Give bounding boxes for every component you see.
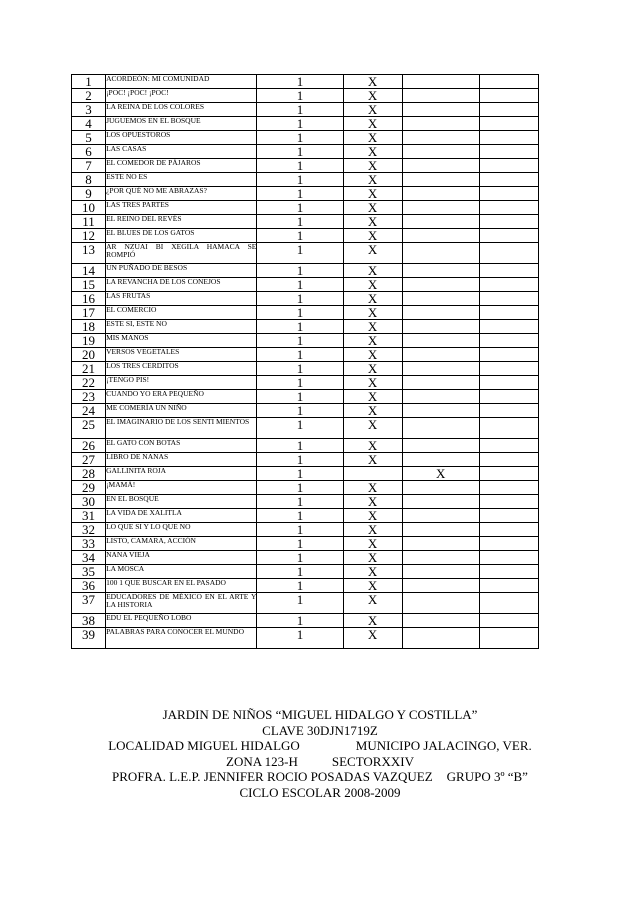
check-column-1: X	[343, 187, 402, 201]
row-number: 31	[72, 509, 106, 523]
check-column-3	[479, 362, 538, 376]
check-column-1: X	[343, 306, 402, 320]
check-column-2	[402, 439, 479, 453]
book-title: ¿POR QUÉ NO ME ABRAZAS?	[106, 187, 257, 201]
check-column-2	[402, 117, 479, 131]
check-column-1: X	[343, 229, 402, 243]
quantity: 1	[257, 243, 343, 264]
check-column-3	[479, 306, 538, 320]
check-column-1: X	[343, 264, 402, 278]
check-column-1: X	[343, 243, 402, 264]
check-column-3	[479, 75, 538, 89]
book-title: LA REVANCHA DE LOS CONEJOS	[106, 278, 257, 292]
check-column-1: X	[343, 145, 402, 159]
book-title: EL COMERCIO	[106, 306, 257, 320]
book-title: AR NZUAI BI XEGILA HAMACA SE ROMPIÓ	[106, 243, 257, 264]
quantity: 1	[257, 334, 343, 348]
check-column-2	[402, 103, 479, 117]
quantity: 1	[257, 159, 343, 173]
row-number: 19	[72, 334, 106, 348]
check-column-2	[402, 131, 479, 145]
check-column-2	[402, 264, 479, 278]
book-title: EDUCADORES DE MÉXICO EN EL ARTE Y LA HISTORIA	[106, 593, 257, 614]
check-column-2	[402, 145, 479, 159]
row-number: 2	[72, 89, 106, 103]
book-title: ESTE NO ES	[106, 173, 257, 187]
book-title: GALLINITA ROJA	[106, 467, 257, 481]
check-column-1: X	[343, 173, 402, 187]
book-title: EN EL BOSQUE	[106, 495, 257, 509]
check-column-3	[479, 551, 538, 565]
quantity: 1	[257, 229, 343, 243]
check-column-3	[479, 187, 538, 201]
book-title: ME COMERÍA UN NIÑO	[106, 404, 257, 418]
row-number: 12	[72, 229, 106, 243]
row-number: 15	[72, 278, 106, 292]
check-column-2	[402, 278, 479, 292]
book-title: 100 1 QUE BUSCAR EN EL PASADO	[106, 579, 257, 593]
quantity: 1	[257, 593, 343, 614]
check-column-1: X	[343, 565, 402, 579]
check-column-3	[479, 89, 538, 103]
check-column-3	[479, 418, 538, 439]
table-row	[72, 131, 539, 145]
check-column-1: X	[343, 453, 402, 467]
quantity: 1	[257, 628, 343, 649]
table-row	[72, 173, 539, 187]
table-row	[72, 243, 539, 264]
row-number: 6	[72, 145, 106, 159]
book-title: VERSOS VEGETALES	[106, 348, 257, 362]
table-row	[72, 509, 539, 523]
check-column-2	[402, 551, 479, 565]
quantity: 1	[257, 75, 343, 89]
book-title: LAS FRUTAS	[106, 292, 257, 306]
check-column-3	[479, 103, 538, 117]
check-column-1: X	[343, 215, 402, 229]
check-column-1: X	[343, 439, 402, 453]
table-row	[72, 418, 539, 439]
table-row	[72, 215, 539, 229]
check-column-3	[479, 523, 538, 537]
quantity: 1	[257, 173, 343, 187]
check-column-1: X	[343, 481, 402, 495]
check-column-1: X	[343, 628, 402, 649]
check-column-3	[479, 537, 538, 551]
book-title: LO QUE SI Y LO QUE NO	[106, 523, 257, 537]
table-row	[72, 117, 539, 131]
check-column-3	[479, 495, 538, 509]
book-title: LISTO, CAMARA, ACCIÓN	[106, 537, 257, 551]
zone-line	[70, 754, 570, 770]
check-column-3	[479, 159, 538, 173]
check-column-3	[479, 173, 538, 187]
book-title: ¡MAMÁ!	[106, 481, 257, 495]
check-column-2	[402, 306, 479, 320]
check-column-2	[402, 292, 479, 306]
check-column-3	[479, 390, 538, 404]
check-column-2	[402, 201, 479, 215]
table-row	[72, 593, 539, 614]
row-number: 5	[72, 131, 106, 145]
location-line	[70, 738, 570, 754]
check-column-2	[402, 579, 479, 593]
row-number: 7	[72, 159, 106, 173]
row-number: 17	[72, 306, 106, 320]
book-title: EL COMEDOR DE PÁJAROS	[106, 159, 257, 173]
book-title: ACORDEÓN: MI COMUNIDAD	[106, 75, 257, 89]
quantity: 1	[257, 117, 343, 131]
check-column-2	[402, 481, 479, 495]
check-column-1: X	[343, 117, 402, 131]
book-title: LIBRO DE NANAS	[106, 453, 257, 467]
row-number: 25	[72, 418, 106, 439]
check-column-1: X	[343, 418, 402, 439]
check-column-1: X	[343, 495, 402, 509]
book-title: LA VIDA DE XALITLA	[106, 509, 257, 523]
table-row	[72, 348, 539, 362]
quantity: 1	[257, 187, 343, 201]
table-row	[72, 439, 539, 453]
table-row	[72, 334, 539, 348]
check-column-3	[479, 334, 538, 348]
check-column-3	[479, 145, 538, 159]
book-title: NANA VIEJA	[106, 551, 257, 565]
quantity: 1	[257, 481, 343, 495]
table-row	[72, 453, 539, 467]
row-number: 16	[72, 292, 106, 306]
check-column-1: X	[343, 390, 402, 404]
quantity: 1	[257, 453, 343, 467]
check-column-1	[343, 467, 402, 481]
check-column-2	[402, 229, 479, 243]
table-row	[72, 565, 539, 579]
check-column-3	[479, 264, 538, 278]
table-row	[72, 495, 539, 509]
check-column-1: X	[343, 159, 402, 173]
table-row	[72, 376, 539, 390]
table-row	[72, 628, 539, 649]
check-column-1: X	[343, 292, 402, 306]
check-column-2	[402, 390, 479, 404]
check-column-1: X	[343, 593, 402, 614]
quantity: 1	[257, 418, 343, 439]
row-number: 1	[72, 75, 106, 89]
row-number: 38	[72, 614, 106, 628]
check-column-2	[402, 320, 479, 334]
book-title: LOS OPUESTOROS	[106, 131, 257, 145]
row-number: 29	[72, 481, 106, 495]
row-number: 26	[72, 439, 106, 453]
check-column-3	[479, 509, 538, 523]
table-row	[72, 614, 539, 628]
quantity: 1	[257, 495, 343, 509]
book-title: ¡POC! ¡POC! ¡POC!	[106, 89, 257, 103]
check-column-2	[402, 593, 479, 614]
check-column-2	[402, 509, 479, 523]
book-title: EL REINO DEL REVÉS	[106, 215, 257, 229]
check-column-3	[479, 481, 538, 495]
check-column-2	[402, 334, 479, 348]
group: GRUPO 3º “B”	[446, 769, 528, 784]
quantity: 1	[257, 215, 343, 229]
book-title: LAS CASAS	[106, 145, 257, 159]
book-title: LA REINA DE LOS COLORES	[106, 103, 257, 117]
check-column-3	[479, 404, 538, 418]
table-row	[72, 145, 539, 159]
row-number: 13	[72, 243, 106, 264]
row-number: 36	[72, 579, 106, 593]
quantity: 1	[257, 523, 343, 537]
check-column-3	[479, 292, 538, 306]
check-column-2	[402, 348, 479, 362]
check-column-1: X	[343, 509, 402, 523]
zone: ZONA 123-H	[226, 753, 298, 769]
row-number: 33	[72, 537, 106, 551]
check-column-2: X	[402, 467, 479, 481]
school-code: CLAVE 30DJN1719Z	[262, 722, 378, 738]
check-column-2	[402, 89, 479, 103]
check-column-1: X	[343, 579, 402, 593]
table-row	[72, 523, 539, 537]
book-inventory-table	[71, 74, 539, 649]
row-number: 23	[72, 390, 106, 404]
check-column-3	[479, 348, 538, 362]
table-row	[72, 362, 539, 376]
check-column-3	[479, 243, 538, 264]
check-column-2	[402, 565, 479, 579]
quantity: 1	[257, 264, 343, 278]
table-row	[72, 89, 539, 103]
check-column-3	[479, 215, 538, 229]
row-number: 8	[72, 173, 106, 187]
check-column-1: X	[343, 614, 402, 628]
check-column-2	[402, 418, 479, 439]
quantity: 1	[257, 131, 343, 145]
check-column-3	[479, 628, 538, 649]
row-number: 35	[72, 565, 106, 579]
row-number: 32	[72, 523, 106, 537]
table-row	[72, 404, 539, 418]
quantity: 1	[257, 306, 343, 320]
school-info-footer	[70, 707, 570, 800]
quantity: 1	[257, 439, 343, 453]
check-column-1: X	[343, 131, 402, 145]
quantity: 1	[257, 404, 343, 418]
check-column-1: X	[343, 320, 402, 334]
table-row	[72, 467, 539, 481]
check-column-3	[479, 278, 538, 292]
quantity: 1	[257, 467, 343, 481]
book-title: ESTE SI, ESTE NO	[106, 320, 257, 334]
row-number: 27	[72, 453, 106, 467]
table-row	[72, 481, 539, 495]
table-row	[72, 201, 539, 215]
row-number: 39	[72, 628, 106, 649]
check-column-2	[402, 243, 479, 264]
check-column-2	[402, 537, 479, 551]
check-column-3	[479, 593, 538, 614]
row-number: 37	[72, 593, 106, 614]
check-column-1: X	[343, 376, 402, 390]
teacher-line	[70, 769, 570, 785]
row-number: 28	[72, 467, 106, 481]
quantity: 1	[257, 145, 343, 159]
check-column-1: X	[343, 348, 402, 362]
quantity: 1	[257, 89, 343, 103]
quantity: 1	[257, 390, 343, 404]
quantity: 1	[257, 201, 343, 215]
book-title: EL GATO CON BOTAS	[106, 439, 257, 453]
quantity: 1	[257, 348, 343, 362]
table-row	[72, 320, 539, 334]
book-title: UN PUÑADO DE BESOS	[106, 264, 257, 278]
check-column-2	[402, 453, 479, 467]
check-column-3	[479, 614, 538, 628]
row-number: 3	[72, 103, 106, 117]
quantity: 1	[257, 565, 343, 579]
quantity: 1	[257, 278, 343, 292]
check-column-2	[402, 495, 479, 509]
quantity: 1	[257, 320, 343, 334]
table-row	[72, 159, 539, 173]
row-number: 34	[72, 551, 106, 565]
quantity: 1	[257, 614, 343, 628]
table-row	[72, 306, 539, 320]
school-name: JARDIN DE NIÑOS “MIGUEL HIDALGO Y COSTILLA”	[162, 707, 478, 722]
check-column-2	[402, 215, 479, 229]
check-column-3	[479, 117, 538, 131]
check-column-1: X	[343, 278, 402, 292]
table-row	[72, 264, 539, 278]
check-column-3	[479, 131, 538, 145]
book-title: JUGUEMOS EN EL BOSQUE	[106, 117, 257, 131]
quantity: 1	[257, 376, 343, 390]
locality: LOCALIDAD MIGUEL HIDALGO	[108, 738, 300, 753]
book-title: MIS MANOS	[106, 334, 257, 348]
quantity: 1	[257, 579, 343, 593]
check-column-3	[479, 376, 538, 390]
table-row	[72, 292, 539, 306]
check-column-3	[479, 201, 538, 215]
check-column-3	[479, 453, 538, 467]
teacher-name: PROFRA. L.E.P. JENNIFER ROCIO POSADAS VAZQUEZ	[112, 769, 433, 784]
book-title: EL BLUES DE LOS GATOS	[106, 229, 257, 243]
check-column-1: X	[343, 89, 402, 103]
row-number: 21	[72, 362, 106, 376]
table-row	[72, 103, 539, 117]
check-column-2	[402, 376, 479, 390]
check-column-2	[402, 173, 479, 187]
check-column-2	[402, 628, 479, 649]
municipality: MUNICIPO JALACINGO, VER.	[355, 738, 532, 753]
row-number: 9	[72, 187, 106, 201]
row-number: 22	[72, 376, 106, 390]
table-row	[72, 278, 539, 292]
table-row	[72, 75, 539, 89]
quantity: 1	[257, 103, 343, 117]
table-row	[72, 229, 539, 243]
book-title: LA MOSCA	[106, 565, 257, 579]
row-number: 20	[72, 348, 106, 362]
book-title: ¡TENGO PIS!	[106, 376, 257, 390]
check-column-3	[479, 467, 538, 481]
check-column-1: X	[343, 334, 402, 348]
check-column-1: X	[343, 362, 402, 376]
row-number: 10	[72, 201, 106, 215]
quantity: 1	[257, 292, 343, 306]
check-column-1: X	[343, 551, 402, 565]
check-column-1: X	[343, 201, 402, 215]
quantity: 1	[257, 362, 343, 376]
quantity: 1	[257, 509, 343, 523]
check-column-3	[479, 579, 538, 593]
check-column-1: X	[343, 523, 402, 537]
check-column-1: X	[343, 75, 402, 89]
check-column-1: X	[343, 103, 402, 117]
school-year: CICLO ESCOLAR 2008-2009	[239, 784, 401, 800]
table-row	[72, 579, 539, 593]
check-column-2	[402, 404, 479, 418]
table-row	[72, 187, 539, 201]
check-column-3	[479, 565, 538, 579]
book-title: PALABRAS PARA CONOCER EL MUNDO	[106, 628, 257, 649]
book-title: EL IMAGINARIO DE LOS SENTI MIENTOS	[106, 418, 257, 439]
check-column-1: X	[343, 404, 402, 418]
table-row	[72, 537, 539, 551]
row-number: 14	[72, 264, 106, 278]
quantity: 1	[257, 551, 343, 565]
row-number: 4	[72, 117, 106, 131]
row-number: 18	[72, 320, 106, 334]
check-column-3	[479, 229, 538, 243]
book-title: LAS TRES PARTES	[106, 201, 257, 215]
row-number: 11	[72, 215, 106, 229]
row-number: 30	[72, 495, 106, 509]
row-number: 24	[72, 404, 106, 418]
check-column-1: X	[343, 537, 402, 551]
book-title: LOS TRES CERDITOS	[106, 362, 257, 376]
book-title: EDU EL PEQUEÑO LOBO	[106, 614, 257, 628]
table-row	[72, 551, 539, 565]
table-row	[72, 390, 539, 404]
check-column-2	[402, 614, 479, 628]
check-column-2	[402, 523, 479, 537]
check-column-2	[402, 75, 479, 89]
check-column-3	[479, 320, 538, 334]
sector: SECTORXXIV	[331, 753, 414, 769]
check-column-2	[402, 187, 479, 201]
check-column-3	[479, 439, 538, 453]
check-column-2	[402, 159, 479, 173]
book-title: CUANDO YO ERA PEQUEÑO	[106, 390, 257, 404]
quantity: 1	[257, 537, 343, 551]
check-column-2	[402, 362, 479, 376]
